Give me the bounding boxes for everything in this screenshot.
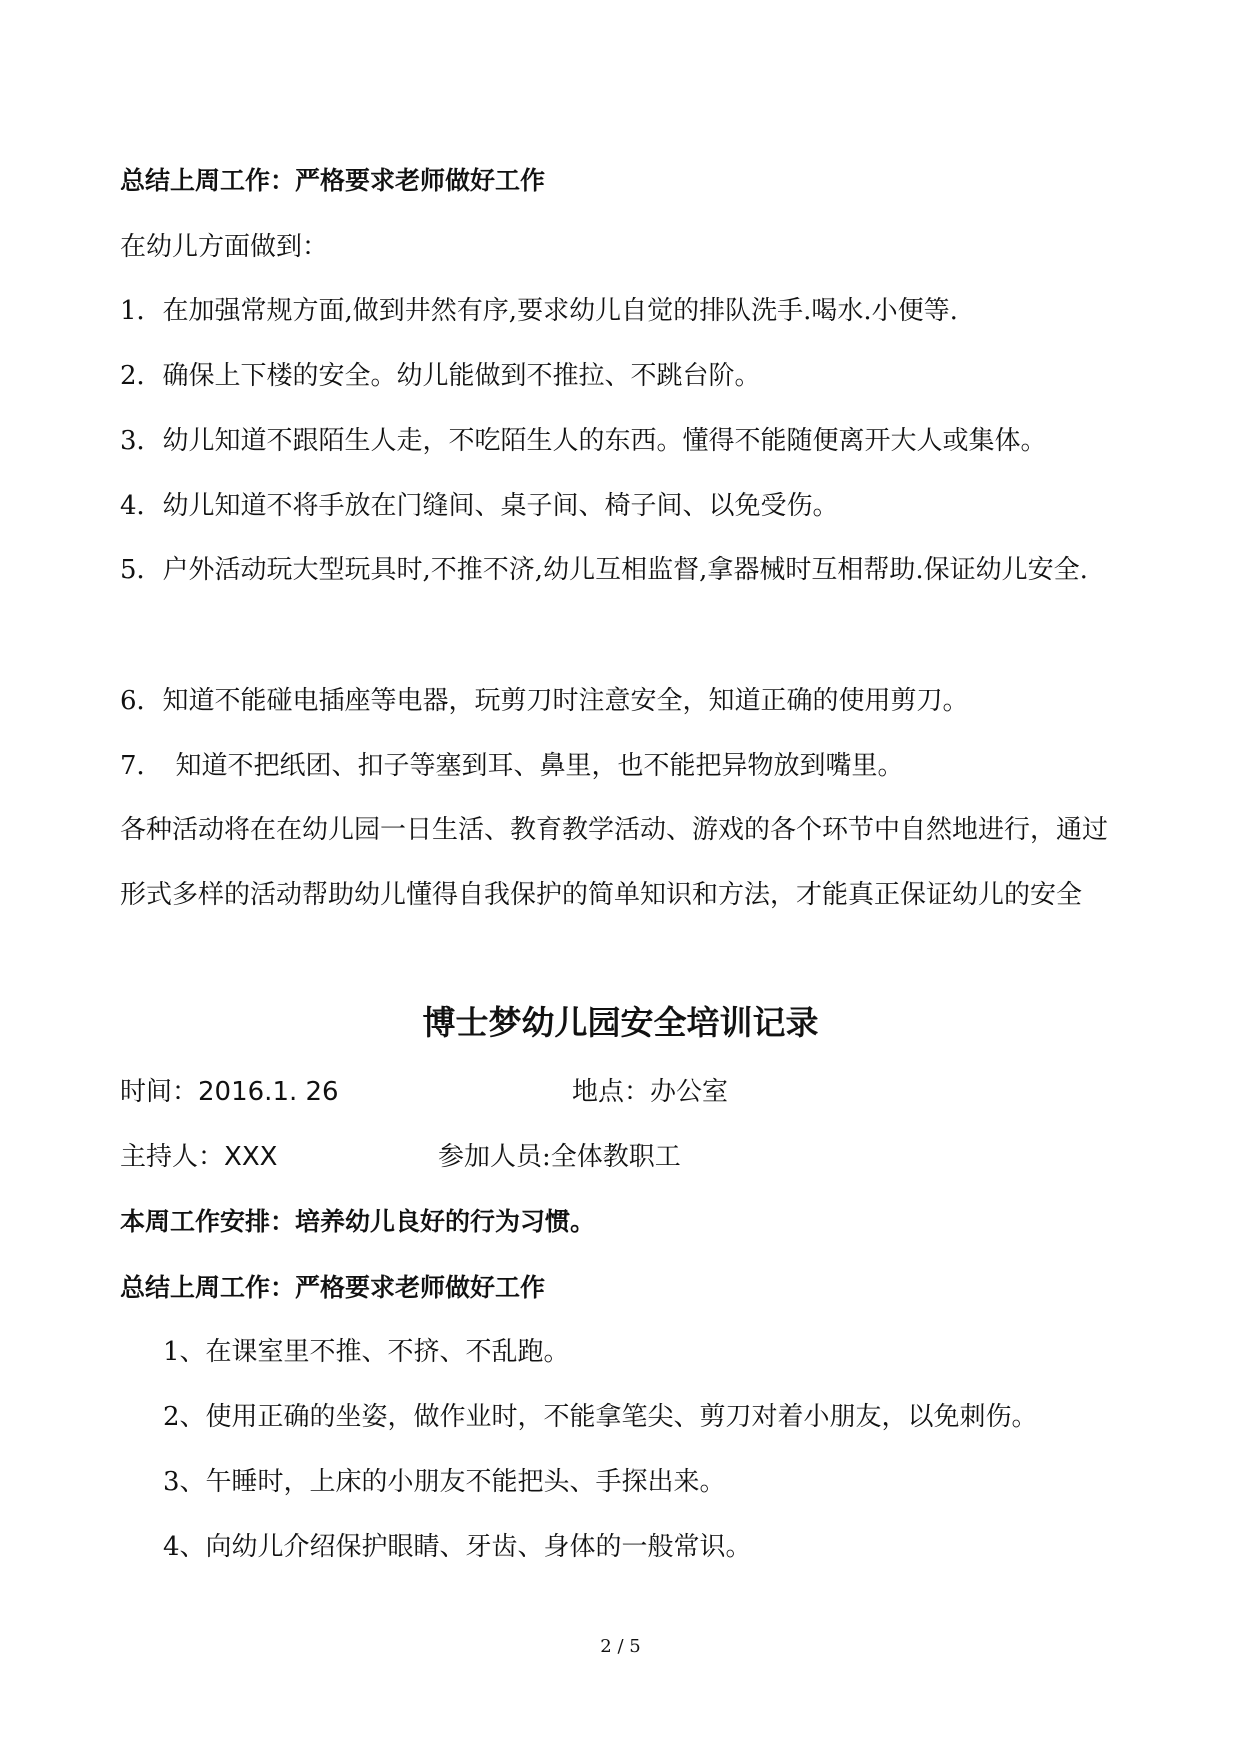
summary-heading: 总结上周工作：严格要求老师做好工作 <box>120 1273 546 1302</box>
host-participants-line <box>120 1141 1130 1173</box>
list-item: 2、使用正确的坐姿，做作业时，不能拿笔尖、剪刀对着小朋友，以免刺伤。 <box>163 1402 1038 1432</box>
page-title: 博士梦幼儿园安全培训记录 <box>422 1003 819 1042</box>
participants-value: 全体教职工 <box>550 1142 681 1172</box>
participants-label: 参加人员: <box>438 1142 551 1172</box>
place-label: 地点： <box>572 1077 651 1107</box>
summary-heading: 总结上周工作：严格要求老师做好工作 <box>120 166 546 195</box>
closing-paragraph: 各种活动将在在幼儿园一日生活、教育教学活动、游戏的各个环节中自然地进行，通过形式多样的活动帮助幼儿懂得自我保护的简单知识和方法，才能真正保证幼儿的安全 <box>120 815 1109 910</box>
place-value: 办公室 <box>650 1077 729 1107</box>
time-place-line <box>120 1076 1130 1108</box>
list-item: 4．幼儿知道不将手放在门缝间、桌子间、椅子间、以免受伤。 <box>120 491 839 521</box>
host-value: XXX <box>224 1142 278 1172</box>
list-item: 3．幼儿知道不跟陌生人走，不吃陌生人的东西。懂得不能随便离开大人或集体。 <box>120 426 1047 456</box>
list-item: 1．在加强常规方面,做到井然有序,要求幼儿自觉的排队洗手.喝水.小便等. <box>120 296 958 326</box>
place-field <box>572 1076 728 1108</box>
host-label: 主持人： <box>120 1142 225 1172</box>
list-item: 6．知道不能碰电插座等电器，玩剪刀时注意安全，知道正确的使用剪刀。 <box>120 686 969 716</box>
list-item: 7． 知道不把纸团、扣子等塞到耳、鼻里，也不能把异物放到嘴里。 <box>120 751 904 781</box>
list-item: 3、午睡时，上床的小朋友不能把头、手探出来。 <box>163 1467 726 1497</box>
list-item: 2．确保上下楼的安全。幼儿能做到不推拉、不跳台阶。 <box>120 361 761 391</box>
participants-field <box>438 1141 681 1173</box>
time-value: 2016.1. 26 <box>198 1077 339 1107</box>
list-item: 1、在课室里不推、不挤、不乱跑。 <box>163 1337 570 1367</box>
list-item: 4、向幼儿介绍保护眼睛、牙齿、身体的一般常识。 <box>163 1532 752 1562</box>
page-number: 2 / 5 <box>600 1636 641 1657</box>
list-item: 5．户外活动玩大型玩具时,不推不济,幼儿互相监督,拿器械时互相帮助.保证幼儿安全. <box>120 555 1088 585</box>
intro-text: 在幼儿方面做到： <box>120 232 329 262</box>
plan-heading: 本周工作安排：培养幼儿良好的行为习惯。 <box>120 1207 596 1236</box>
time-label: 时间： <box>120 1077 199 1107</box>
